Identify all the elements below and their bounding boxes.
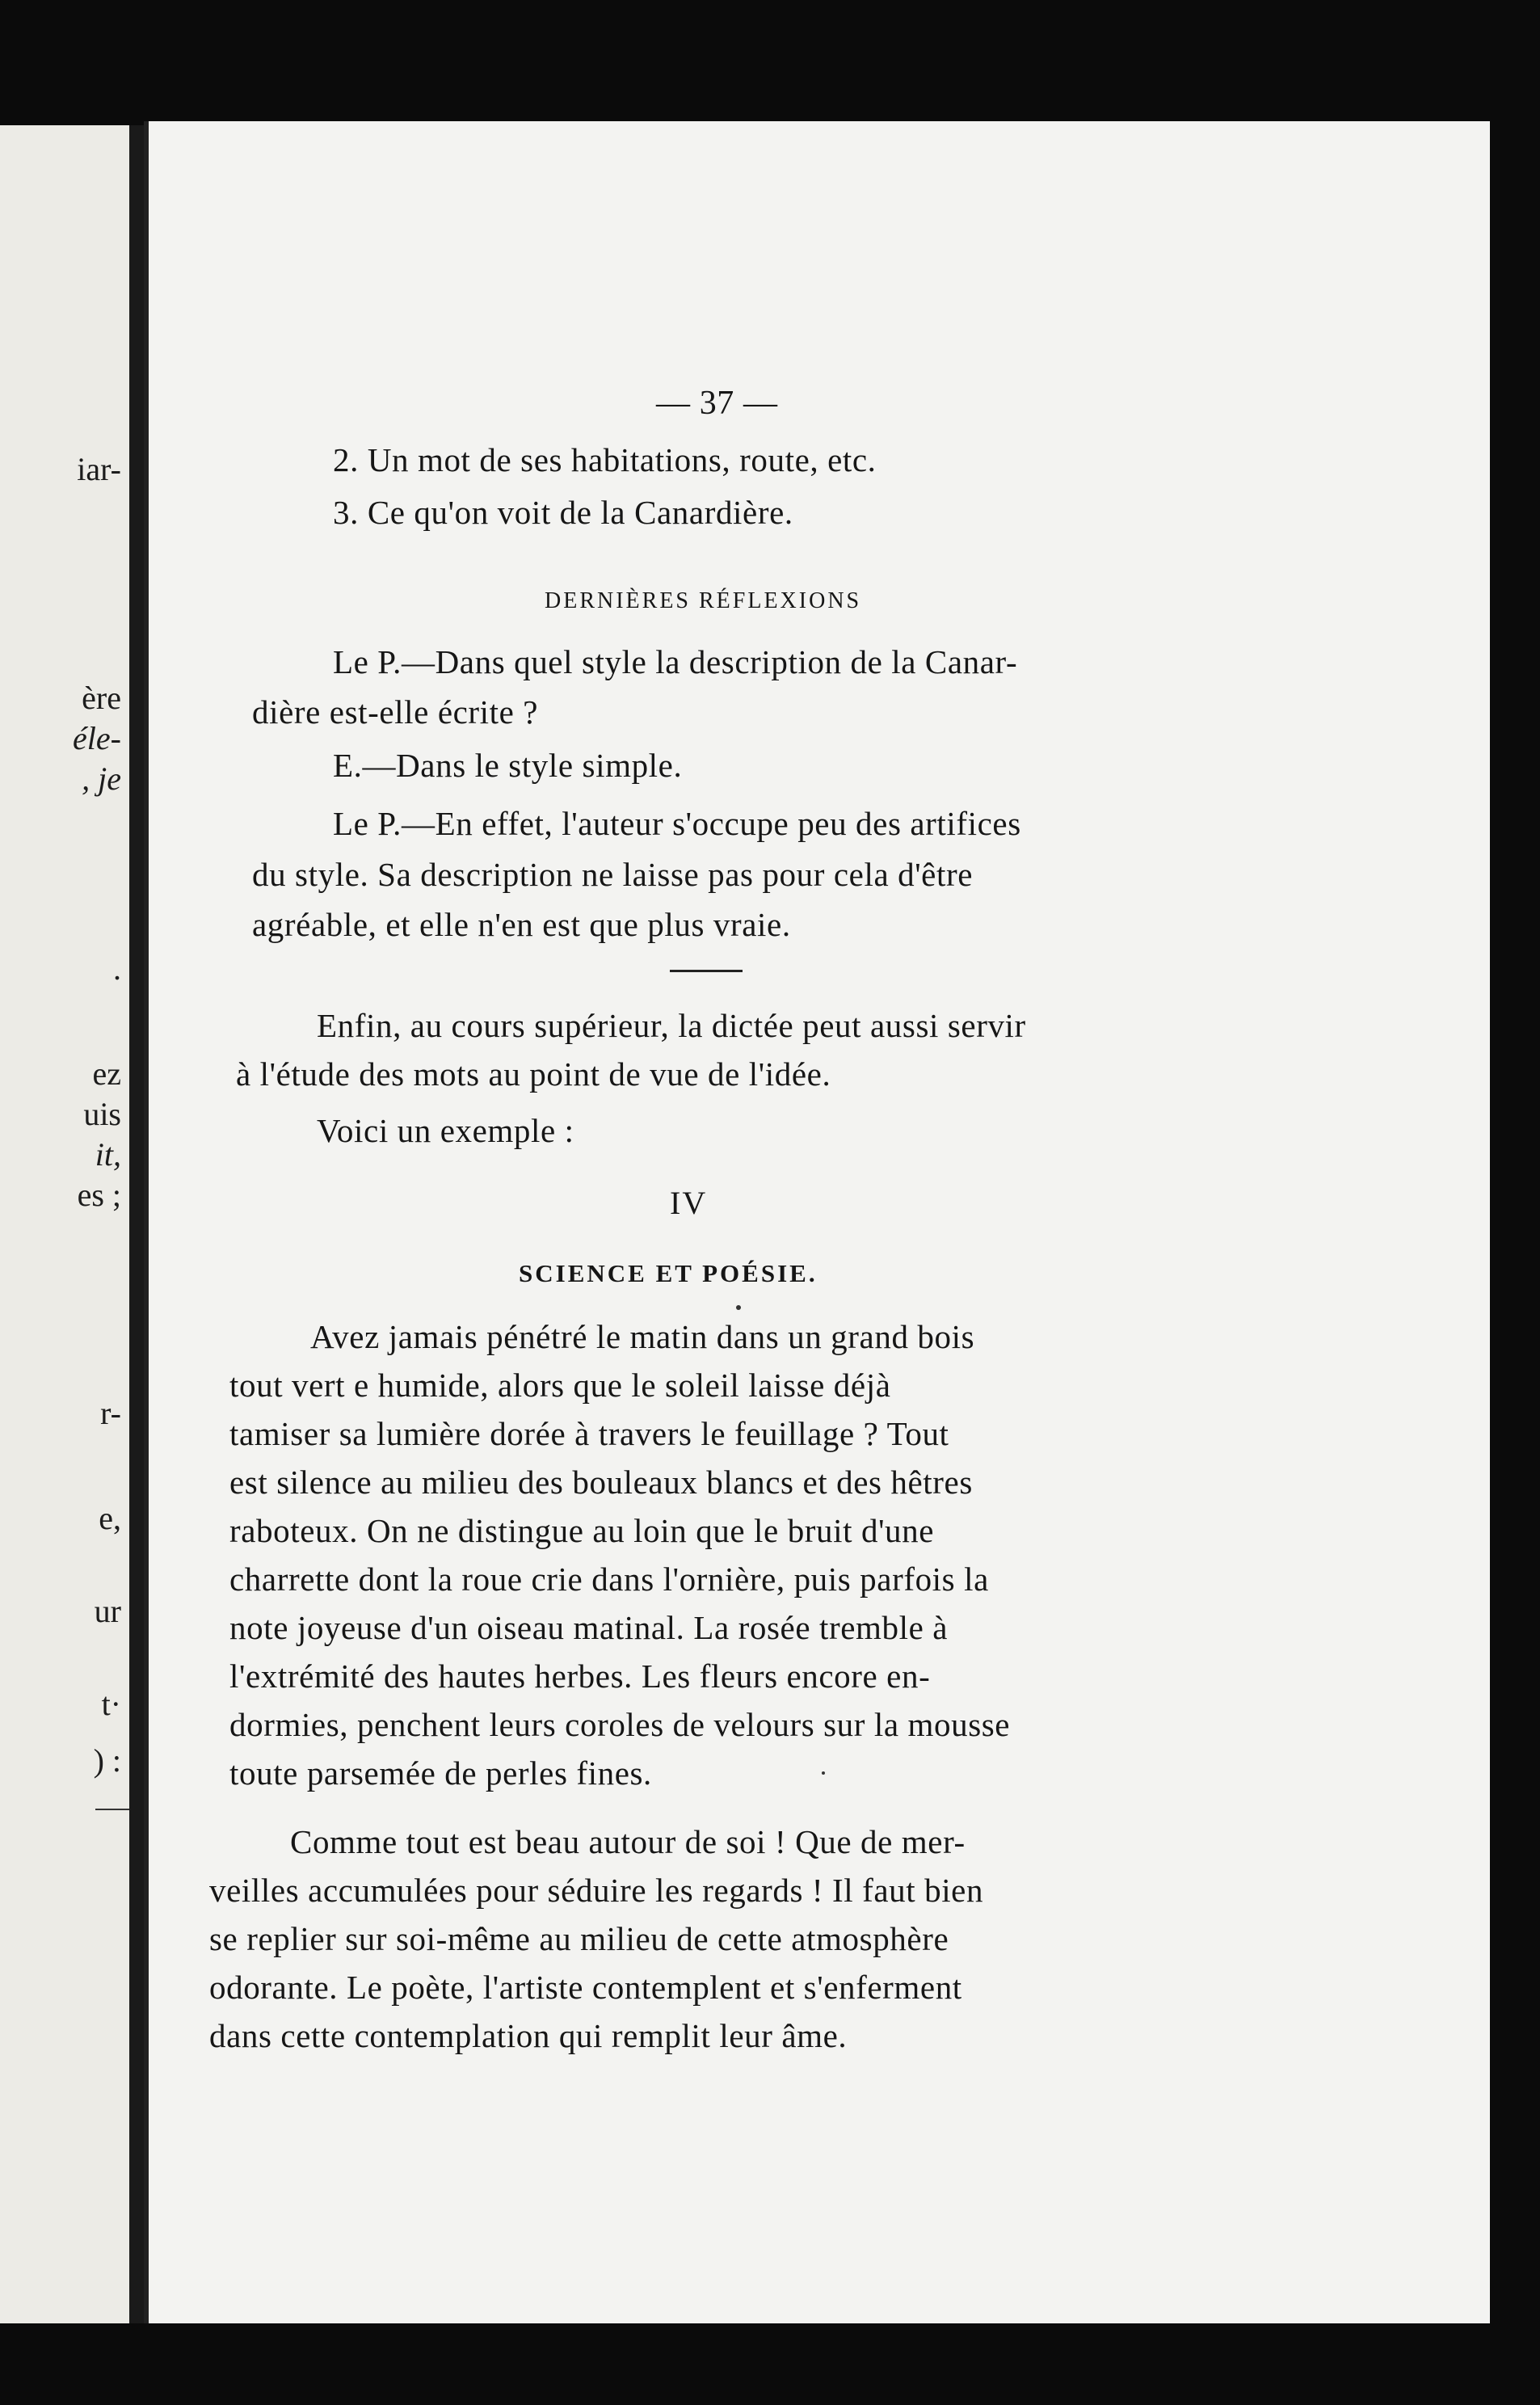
section-heading: DERNIÈRES RÉFLEXIONS xyxy=(545,588,862,613)
left-page-fragment: it, xyxy=(95,1136,121,1173)
intro-line: à l'étude des mots au point de vue de l'idée. xyxy=(236,1055,831,1093)
paragraph-line: veilles accumulées pour séduire les regards ! Il faut bien xyxy=(209,1872,984,1909)
ornament-dot xyxy=(736,1305,741,1310)
dialogue-line: E.—Dans le style simple. xyxy=(333,747,683,784)
intro-line: Enfin, au cours supérieur, la dictée peut aussi servir xyxy=(317,1007,1026,1044)
section-separator xyxy=(670,970,743,972)
left-page-fragment: r- xyxy=(100,1395,121,1431)
paragraph-line: tamiser sa lumière dorée à travers le feuillage ? Tout xyxy=(229,1415,949,1452)
paragraph-line: Avez jamais pénétré le matin dans un grand bois xyxy=(310,1318,975,1355)
left-page-fragment: uis xyxy=(83,1096,121,1132)
list-item-text: Ce qu'on voit de la Canardière. xyxy=(367,494,793,531)
paragraph-line: note joyeuse d'un oiseau matinal. La rosée tremble à xyxy=(229,1609,949,1646)
left-page-fragment: ère xyxy=(82,680,121,716)
dialogue-line: Le P.—Dans quel style la description de la Canar- xyxy=(333,643,1018,680)
chapter-title: SCIENCE ET POÉSIE. xyxy=(519,1259,818,1287)
list-item xyxy=(333,493,793,532)
paragraph-line: dormies, penchent leurs coroles de velours sur la mousse xyxy=(229,1706,1011,1743)
left-page-fragment: , je xyxy=(82,760,121,797)
book-gutter xyxy=(129,125,144,2323)
paragraph-line: tout vert e humide, alors que le soleil laisse déjà xyxy=(229,1367,891,1404)
paragraph-line: dans cette contemplation qui remplit leur âme. xyxy=(209,2017,848,2054)
page-number: — 37 — xyxy=(656,385,778,422)
paragraph-line: l'extrémité des hautes herbes. Les fleurs encore en- xyxy=(229,1657,931,1695)
list-item-number: 2. xyxy=(333,441,359,478)
list-item xyxy=(333,440,877,479)
dialogue-line: Le P.—En effet, l'auteur s'occupe peu des artifices xyxy=(333,805,1021,842)
list-item-number: 3. xyxy=(333,494,359,531)
left-page-fragment: ez xyxy=(92,1055,121,1092)
paragraph-line: odorante. Le poète, l'artiste contemplent et s'enferment xyxy=(209,1969,962,2006)
left-page-fragment: . xyxy=(113,950,121,987)
left-page-fragment: iar- xyxy=(77,451,121,487)
paragraph-line: raboteux. On ne distingue au loin que le bruit d'une xyxy=(229,1512,935,1549)
dialogue-line: dière est-elle écrite ? xyxy=(252,693,539,731)
left-page-fragment: ) : xyxy=(93,1742,121,1779)
left-page-fragment: es ; xyxy=(77,1177,121,1213)
left-page-fragment: t· xyxy=(101,1686,121,1722)
intro-example-line: Voici un exemple : xyxy=(317,1112,574,1149)
left-page-fragment: e, xyxy=(99,1500,121,1536)
paragraph-line: se replier sur soi-même au milieu de cette atmosphère xyxy=(209,1920,949,1957)
chapter-number: IV xyxy=(670,1185,708,1221)
paragraph-line: toute parsemée de perles fines. xyxy=(229,1754,652,1792)
paragraph-line: est silence au milieu des bouleaux blancs et des hêtres xyxy=(229,1464,973,1501)
list-item-text: Un mot de ses habitations, route, etc. xyxy=(367,441,877,478)
left-page-fragment: éle- xyxy=(73,720,121,756)
paragraph-line: charrette dont la roue crie dans l'ornière, puis parfois la xyxy=(229,1561,989,1598)
dialogue-line: agréable, et elle n'en est que plus vraie. xyxy=(252,906,791,943)
left-page-fragment: ur xyxy=(94,1593,121,1629)
left-page-rule xyxy=(95,1809,129,1810)
right-page xyxy=(144,121,1490,2323)
left-page-edge xyxy=(0,125,139,2323)
dialogue-line: du style. Sa description ne laisse pas pour cela d'être xyxy=(252,856,974,893)
ink-speck xyxy=(822,1771,825,1775)
paragraph-line: Comme tout est beau autour de soi ! Que de mer- xyxy=(290,1823,966,1860)
